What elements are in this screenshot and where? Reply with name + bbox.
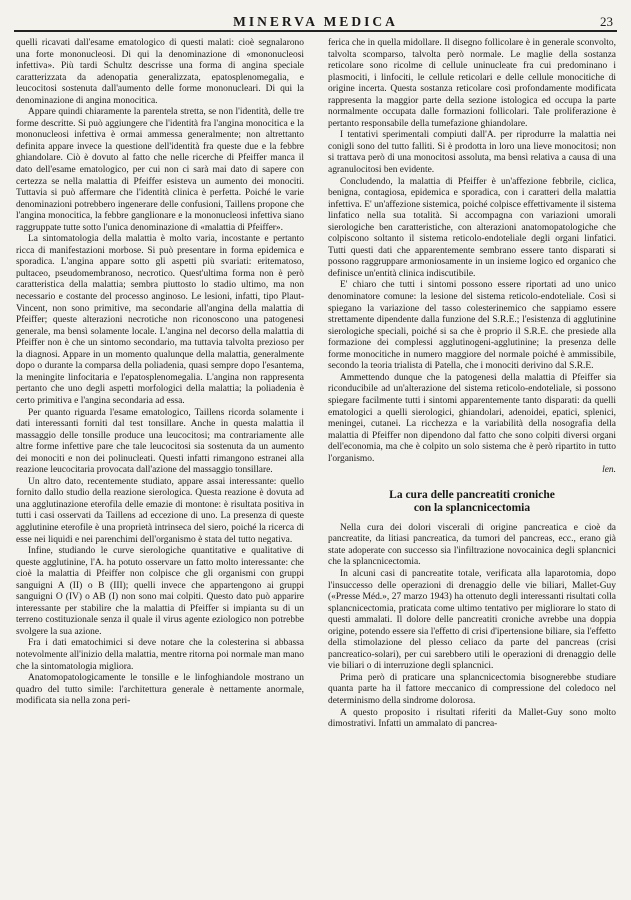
- paragraph: Ammettendo dunque che la patogenesi della malattia di Pfeiffer sia riconducibile ad un'alterazione del sistema reticolo-endoteliale, si possono spiegare facilmente tutti i sintomi apparentemente tanto disparati: da quelli ematologici a quelli sierologici, ghiandolari, adenoidei, epatici, splenici, meningei, cutanei. La ricchezza e la variabilità della nosografia della malattia di Pfeiffer non dipendono dal fatto che sono colpiti diversi organi dell'economia, ma che è colpito un solo sistema che è però ripartito in tutto l'organismo.: [328, 372, 616, 464]
- section-title: [328, 489, 616, 515]
- left-column: [16, 38, 304, 708]
- journal-title: MINERVA MEDICA: [233, 14, 398, 29]
- paragraph: quelli ricavati dall'esame ematologico di questi malati: cioè segnalarono una forte mononucleosi. Di qui la denominazione di «mononucleosi infettiva». Più tardi Schultz descrisse una forma di angina speciale caratterizzata da adenopatia generalizzata, epatosplenomegalia, e leucocitosi sostenuta dall'aumento delle forme mononucleari. Di qui la denominazione di angina monocitica.: [16, 38, 304, 106]
- right-column: [328, 38, 616, 731]
- page-header: [14, 10, 617, 38]
- paragraph: ferica che in quella midollare. Il disegno follicolare è in generale sconvolto, talvolta scomparso, talvolta però normale. Le maglie della sostanza reticolare sono ricolme di cellule uninucleate fra cui predominano i plasmociti, i linfociti, le cellule reticolari e delle cellule monocitiche di origine incerta. Questa sostanza reticolare così profondamente modificata rappresenta la maggior parte della sezione istologica ed occupa la parte normalmente occupata dalle formazioni follicolari. Tale proliferazione è pertanto responsabile della tumefazione ghiandolare.: [328, 38, 616, 129]
- section-title-line: La cura delle pancreatiti croniche: [389, 488, 555, 501]
- paragraph: E' chiaro che tutti i sintomi possono essere riportati ad uno unico denominatore comune: la lesione del sistema reticolo-endoteliale. Così si spiegano la variazione del tasso colesterinemico che sappiamo essere strettamente dipendente dalla funzione del S.R.E.; l'esistenza di agglutinine sierologiche speciali, poiché si sa che è proprio il S.R.E. che presiede alla formazione dei complessi agglutinogeni-agglutinine; la presenza delle forme monocitiche in numero maggiore del normale poiché è ammissibile, secondo la teoria trialista di Patella, che i monociti derivino dal S.R.E.: [328, 280, 616, 372]
- paragraph: Appare quindi chiaramente la parentela stretta, se non l'identità, delle tre forme descritte. Si può aggiungere che l'identità fra l'angina monocitica e la mononucleosi infettiva è ormai ammessa generalmente; non altrettanto definita appare invece la questione dell'identità fra queste due e la febbre ghiandolare. Ciò è dovuto al fatto che nelle ricerche di Pfeiffer manca il dato dell'esame ematologico, per cui non ci sarà mai dato di sapere con certezza se nella malattia di Pfeiffer esisteva un aumento dei monociti. Tuttavia si può affermare che l'identità clinica è perfetta. Poiché le varie denominazioni potrebbero ingenerare delle confusioni, Taillens propone che l'angina monocitica, la febbre ganglionare e la mononucleosi infettiva siano raggruppate tutte sotto l'unica denominazione di «malattia di Pfeiffer».: [16, 107, 304, 233]
- paragraph: Anatomopatologicamente le tonsille e le linfoghiandole mostrano un quadro del tutto simile: l'architettura generale è nettamente anormale, modificata sia nella zona peri-: [16, 673, 304, 707]
- paragraph: Concludendo, la malattia di Pfeiffer è un'affezione febbrile, ciclica, benigna, contagiosa, epidemica e sporadica, con i caratteri della malattia infettiva. E' un'affezione sistemica, poiché colpisce effettivamente il sistema linfatico nella sua totalità. Si accompagna con variazioni umorali sierologiche ben caratteristiche, con alterazioni anatomopatologiche che colpiscono soltanto il sistema reticolo-endoteliale degli organi linfatici. Tutti questi dati che apparentemente sembrano essere tanto disparati si possono raggruppare armoniosamente in un insieme logico ed organico che definisce un'entità clinica indiscutibile.: [328, 176, 616, 279]
- paragraph: Fra i dati ematochimici si deve notare che la colesterina si abbassa notevolmente all'inizio della malattia, mentre ritorna poi normale man mano che la sintomatologia migliora.: [16, 638, 304, 672]
- paragraph: Nella cura dei dolori viscerali di origine pancreatica e cioè da pancreatite, da litiasi pancreatica, da tumori del pancreas, ecc., erano già state adoperate con successo sia l'infiltrazione novocainica degli splancnici che la splancnicectomia.: [328, 522, 616, 568]
- author-signature: len.: [602, 465, 616, 476]
- page-number: 23: [600, 14, 613, 29]
- paragraph: Infine, studiando le curve sierologiche quantitative e qualitative di queste agglutinine, l'A. ha potuto osservare un fatto molto interessante: che cioè la malattia di Pfeiffer non colpisce che gli organismi con gruppi sanguigni A (II) o B (III); quelli invece che appartengono ai gruppi sanguigni O (IV) o AB (I) non sono mai colpiti. Questo dato può apparire interessante per stabilire che la malattia di Pfeiffer si impianta su di un terreno costituzionale senza il quale il virus agente eziologico non potrebbe svolgere la sua azione.: [16, 546, 304, 637]
- paragraph: Prima però di praticare una splancnicectomia bisognerebbe studiare quanta parte ha il fattore meccanico di compressione del coledoco nel determinismo della sindrome dolorosa.: [328, 672, 616, 706]
- paragraph: La sintomatologia della malattia è molto varia, incostante e pertanto ricca di manifestazioni morbose. Si può presentare in forma epidemica e sporadica. L'angina appare sotto gli aspetti più svariati: eritematoso, pultaceo, pseudomembranoso, necrotico. Quest'ultima forma non è però caratteristica della malattia; sembra piuttosto lo stadio ultimo, ma non necessario e costante del processo anginoso. Le lesioni, infatti, tipo Plaut-Vincent, non sono primitive, ma secondarie all'angina della malattia di Pfeiffer; queste alterazioni necrotiche non riconoscono una patogenesi generale, ma bensì solamente locale. L'angina nel decorso della malattia di Pfeiffer non è che un sintomo secondario, ma tuttavia talvolta prezioso per la diagnosi. Appare in un momento qualunque della malattia, generalmente dopo o durante la comparsa della poliadenia, quasi sempre dopo l'esantema, la meningite linfocitaria e l'epatosplenomegalia. L'angina non rappresenta pertanto che uno degli aspetti morfologici della malattia; la poliadenia è certo primitiva e l'angina secondaria ad essa.: [16, 234, 304, 406]
- paragraph: Un altro dato, recentemente studiato, appare assai interessante: quello fornito dallo studio della reazione sierologica. Questa reazione è dovuta ad una agglutinazione eterofila delle emazie di montone: è risultata positiva in tutti i casi osservati da Taillens ad eccezione di uno. La presenza di queste agglutinine eterofile è una proprietà intrinseca del siero, poiché la ricerca di esse nei liquidi e nei parenchimi dell'organismo è stata del tutto negativa.: [16, 476, 304, 545]
- paragraph: I tentativi sperimentali compiuti dall'A. per riprodurre la malattia nei conigli sono del tutto falliti. Si è prodotta in loro una lieve monocitosi; non si trattava però di una monocitosi assoluta, ma bensì relativa a causa di una agranulocitosi ben evidente.: [328, 130, 616, 176]
- section-title-line: con la splancnicectomia: [413, 501, 531, 514]
- header-rule: [14, 30, 617, 32]
- paragraph: In alcuni casi di pancreatite totale, verificata alla laparotomia, dopo l'insuccesso delle operazioni di drenaggio delle vie biliari, Mallet-Guy («Presse Méd.», 27 marzo 1943) ha ottenuto degli interessanti risultati colla splancnicectomia, praticata come ultimo tentativo per migliorare lo stato di questi ammalati. Il dolore delle pancreatiti croniche avrebbe una doppia origine, potendo essere sia l'effetto di crisi d'ipertensione biliare, sia l'effetto della stimolazione del plesso celiaco da parte del pancreas (crisi pancreatico-solari), per cui sarebbero utili le operazioni di drenaggio delle vie biliari o di interruzione degli splancnici.: [328, 568, 616, 672]
- paragraph: Per quanto riguarda l'esame ematologico, Taillens ricorda solamente i dati interessanti forniti dal test tonsillare. Anche in questa malattia il massaggio delle tonsille produce una leucocitosi; ma contrariamente alle altre forme infettive pare che tale leucocitosi sia sostenuta da un aumento dei monociti e non dei polinucleati. Questi infatti rimangono estranei alla reazione leucocitaria provocata dall'azione del massaggio tonsillare.: [16, 407, 304, 476]
- paragraph: A questo proposito i risultati riferiti da Mallet-Guy sono molto dimostrativi. Infatti un ammalato di pancrea-: [328, 707, 616, 730]
